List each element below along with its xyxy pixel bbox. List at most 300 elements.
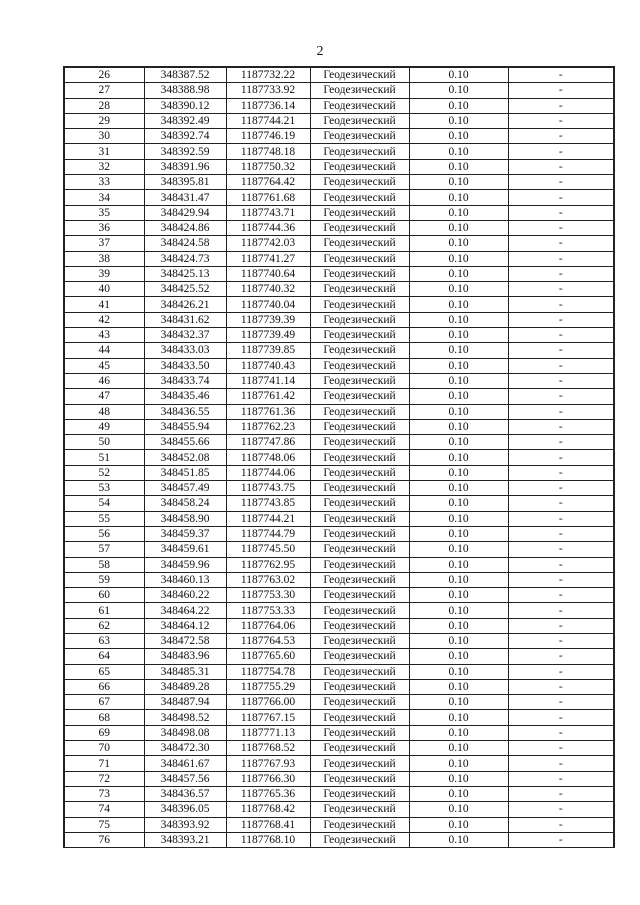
note-cell: -: [508, 144, 614, 159]
point-number-cell: 57: [64, 542, 144, 557]
x-coordinate-cell: 348472.30: [144, 741, 226, 756]
point-number-cell: 27: [64, 83, 144, 98]
method-cell: Геодезический: [310, 802, 409, 817]
point-number-cell: 41: [64, 297, 144, 312]
note-cell: -: [508, 328, 614, 343]
note-cell: -: [508, 557, 614, 572]
accuracy-cell: 0.10: [409, 588, 508, 603]
y-coordinate-cell: 1187753.33: [226, 603, 310, 618]
y-coordinate-cell: 1187746.19: [226, 129, 310, 144]
y-coordinate-cell: 1187754.78: [226, 664, 310, 679]
y-coordinate-cell: 1187762.95: [226, 557, 310, 572]
accuracy-cell: 0.10: [409, 679, 508, 694]
table-row: [64, 297, 614, 312]
x-coordinate-cell: 348431.62: [144, 312, 226, 327]
table-row: [64, 771, 614, 786]
table-row: [64, 389, 614, 404]
x-coordinate-cell: 348485.31: [144, 664, 226, 679]
method-cell: Геодезический: [310, 328, 409, 343]
accuracy-cell: 0.10: [409, 526, 508, 541]
table-row: [64, 205, 614, 220]
point-number-cell: 74: [64, 802, 144, 817]
x-coordinate-cell: 348433.50: [144, 358, 226, 373]
x-coordinate-cell: 348464.22: [144, 603, 226, 618]
accuracy-cell: 0.10: [409, 251, 508, 266]
table-row: [64, 649, 614, 664]
point-number-cell: 31: [64, 144, 144, 159]
note-cell: -: [508, 679, 614, 694]
point-number-cell: 71: [64, 756, 144, 771]
point-number-cell: 32: [64, 159, 144, 174]
y-coordinate-cell: 1187739.85: [226, 343, 310, 358]
table-row: [64, 725, 614, 740]
note-cell: -: [508, 832, 614, 847]
y-coordinate-cell: 1187771.13: [226, 725, 310, 740]
note-cell: -: [508, 83, 614, 98]
note-cell: -: [508, 358, 614, 373]
x-coordinate-cell: 348489.28: [144, 679, 226, 694]
y-coordinate-cell: 1187741.14: [226, 373, 310, 388]
table-row: [64, 450, 614, 465]
y-coordinate-cell: 1187732.22: [226, 67, 310, 83]
point-number-cell: 48: [64, 404, 144, 419]
x-coordinate-cell: 348424.58: [144, 236, 226, 251]
accuracy-cell: 0.10: [409, 817, 508, 832]
accuracy-cell: 0.10: [409, 67, 508, 83]
method-cell: Геодезический: [310, 389, 409, 404]
y-coordinate-cell: 1187768.42: [226, 802, 310, 817]
note-cell: -: [508, 695, 614, 710]
point-number-cell: 59: [64, 572, 144, 587]
note-cell: -: [508, 771, 614, 786]
note-cell: -: [508, 419, 614, 434]
method-cell: Геодезический: [310, 450, 409, 465]
accuracy-cell: 0.10: [409, 282, 508, 297]
accuracy-cell: 0.10: [409, 220, 508, 235]
method-cell: Геодезический: [310, 526, 409, 541]
y-coordinate-cell: 1187768.41: [226, 817, 310, 832]
point-number-cell: 56: [64, 526, 144, 541]
y-coordinate-cell: 1187768.10: [226, 832, 310, 847]
y-coordinate-cell: 1187767.93: [226, 756, 310, 771]
method-cell: Геодезический: [310, 220, 409, 235]
table-row: [64, 129, 614, 144]
table-row: [64, 236, 614, 251]
method-cell: Геодезический: [310, 282, 409, 297]
method-cell: Геодезический: [310, 572, 409, 587]
point-number-cell: 51: [64, 450, 144, 465]
x-coordinate-cell: 348424.86: [144, 220, 226, 235]
method-cell: Геодезический: [310, 496, 409, 511]
y-coordinate-cell: 1187745.50: [226, 542, 310, 557]
method-cell: Геодезический: [310, 557, 409, 572]
point-number-cell: 66: [64, 679, 144, 694]
x-coordinate-cell: 348457.49: [144, 481, 226, 496]
y-coordinate-cell: 1187740.32: [226, 282, 310, 297]
note-cell: -: [508, 741, 614, 756]
table-row: [64, 419, 614, 434]
note-cell: -: [508, 159, 614, 174]
point-number-cell: 38: [64, 251, 144, 266]
point-number-cell: 36: [64, 220, 144, 235]
method-cell: Геодезический: [310, 588, 409, 603]
x-coordinate-cell: 348425.13: [144, 266, 226, 281]
note-cell: -: [508, 526, 614, 541]
x-coordinate-cell: 348433.03: [144, 343, 226, 358]
accuracy-cell: 0.10: [409, 190, 508, 205]
accuracy-cell: 0.10: [409, 419, 508, 434]
accuracy-cell: 0.10: [409, 358, 508, 373]
y-coordinate-cell: 1187742.03: [226, 236, 310, 251]
method-cell: Геодезический: [310, 786, 409, 801]
y-coordinate-cell: 1187768.52: [226, 741, 310, 756]
accuracy-cell: 0.10: [409, 83, 508, 98]
table-row: [64, 511, 614, 526]
point-number-cell: 60: [64, 588, 144, 603]
y-coordinate-cell: 1187748.18: [226, 144, 310, 159]
accuracy-cell: 0.10: [409, 373, 508, 388]
note-cell: -: [508, 496, 614, 511]
y-coordinate-cell: 1187755.29: [226, 679, 310, 694]
y-coordinate-cell: 1187761.42: [226, 389, 310, 404]
accuracy-cell: 0.10: [409, 236, 508, 251]
accuracy-cell: 0.10: [409, 312, 508, 327]
table-row: [64, 67, 614, 83]
x-coordinate-cell: 348392.74: [144, 129, 226, 144]
point-number-cell: 43: [64, 328, 144, 343]
point-number-cell: 52: [64, 465, 144, 480]
table-row: [64, 113, 614, 128]
note-cell: -: [508, 282, 614, 297]
y-coordinate-cell: 1187767.15: [226, 710, 310, 725]
coordinates-table-body: [64, 67, 614, 848]
point-number-cell: 75: [64, 817, 144, 832]
note-cell: -: [508, 175, 614, 190]
note-cell: -: [508, 220, 614, 235]
note-cell: -: [508, 618, 614, 633]
y-coordinate-cell: 1187761.68: [226, 190, 310, 205]
table-row: [64, 175, 614, 190]
accuracy-cell: 0.10: [409, 450, 508, 465]
y-coordinate-cell: 1187744.21: [226, 113, 310, 128]
table-row: [64, 756, 614, 771]
note-cell: -: [508, 710, 614, 725]
point-number-cell: 45: [64, 358, 144, 373]
y-coordinate-cell: 1187765.36: [226, 786, 310, 801]
note-cell: -: [508, 98, 614, 113]
accuracy-cell: 0.10: [409, 557, 508, 572]
x-coordinate-cell: 348483.96: [144, 649, 226, 664]
table-row: [64, 542, 614, 557]
note-cell: -: [508, 802, 614, 817]
method-cell: Геодезический: [310, 312, 409, 327]
method-cell: Геодезический: [310, 817, 409, 832]
method-cell: Геодезический: [310, 741, 409, 756]
accuracy-cell: 0.10: [409, 695, 508, 710]
note-cell: -: [508, 389, 614, 404]
x-coordinate-cell: 348431.47: [144, 190, 226, 205]
note-cell: -: [508, 251, 614, 266]
y-coordinate-cell: 1187744.21: [226, 511, 310, 526]
page-number: 2: [316, 44, 324, 59]
method-cell: Геодезический: [310, 404, 409, 419]
y-coordinate-cell: 1187764.53: [226, 633, 310, 648]
x-coordinate-cell: 348436.57: [144, 786, 226, 801]
x-coordinate-cell: 348458.90: [144, 511, 226, 526]
x-coordinate-cell: 348388.98: [144, 83, 226, 98]
method-cell: Геодезический: [310, 695, 409, 710]
accuracy-cell: 0.10: [409, 481, 508, 496]
x-coordinate-cell: 348396.05: [144, 802, 226, 817]
method-cell: Геодезический: [310, 251, 409, 266]
x-coordinate-cell: 348460.13: [144, 572, 226, 587]
point-number-cell: 33: [64, 175, 144, 190]
table-row: [64, 328, 614, 343]
note-cell: -: [508, 633, 614, 648]
accuracy-cell: 0.10: [409, 328, 508, 343]
y-coordinate-cell: 1187743.75: [226, 481, 310, 496]
note-cell: -: [508, 373, 614, 388]
table-row: [64, 373, 614, 388]
accuracy-cell: 0.10: [409, 741, 508, 756]
x-coordinate-cell: 348390.12: [144, 98, 226, 113]
y-coordinate-cell: 1187748.06: [226, 450, 310, 465]
table-row: [64, 481, 614, 496]
method-cell: Геодезический: [310, 481, 409, 496]
accuracy-cell: 0.10: [409, 511, 508, 526]
point-number-cell: 50: [64, 435, 144, 450]
x-coordinate-cell: 348498.52: [144, 710, 226, 725]
point-number-cell: 76: [64, 832, 144, 847]
note-cell: -: [508, 756, 614, 771]
point-number-cell: 64: [64, 649, 144, 664]
table-row: [64, 465, 614, 480]
x-coordinate-cell: 348387.52: [144, 67, 226, 83]
note-cell: -: [508, 266, 614, 281]
accuracy-cell: 0.10: [409, 389, 508, 404]
x-coordinate-cell: 348455.66: [144, 435, 226, 450]
table-row: [64, 786, 614, 801]
accuracy-cell: 0.10: [409, 205, 508, 220]
note-cell: -: [508, 465, 614, 480]
table-row: [64, 832, 614, 847]
table-row: [64, 312, 614, 327]
x-coordinate-cell: 348436.55: [144, 404, 226, 419]
y-coordinate-cell: 1187766.30: [226, 771, 310, 786]
method-cell: Геодезический: [310, 144, 409, 159]
y-coordinate-cell: 1187747.86: [226, 435, 310, 450]
method-cell: Геодезический: [310, 679, 409, 694]
table-row: [64, 572, 614, 587]
method-cell: Геодезический: [310, 435, 409, 450]
table-row: [64, 588, 614, 603]
method-cell: Геодезический: [310, 113, 409, 128]
accuracy-cell: 0.10: [409, 129, 508, 144]
table-row: [64, 710, 614, 725]
note-cell: -: [508, 404, 614, 419]
x-coordinate-cell: 348464.12: [144, 618, 226, 633]
point-number-cell: 69: [64, 725, 144, 740]
x-coordinate-cell: 348455.94: [144, 419, 226, 434]
table-row: [64, 817, 614, 832]
point-number-cell: 63: [64, 633, 144, 648]
x-coordinate-cell: 348429.94: [144, 205, 226, 220]
point-number-cell: 35: [64, 205, 144, 220]
note-cell: -: [508, 435, 614, 450]
y-coordinate-cell: 1187740.43: [226, 358, 310, 373]
method-cell: Геодезический: [310, 98, 409, 113]
accuracy-cell: 0.10: [409, 404, 508, 419]
point-number-cell: 65: [64, 664, 144, 679]
method-cell: Геодезический: [310, 542, 409, 557]
accuracy-cell: 0.10: [409, 465, 508, 480]
method-cell: Геодезический: [310, 67, 409, 83]
note-cell: -: [508, 450, 614, 465]
table-row: [64, 435, 614, 450]
point-number-cell: 54: [64, 496, 144, 511]
point-number-cell: 55: [64, 511, 144, 526]
table-row: [64, 496, 614, 511]
method-cell: Геодезический: [310, 205, 409, 220]
note-cell: -: [508, 572, 614, 587]
x-coordinate-cell: 348432.37: [144, 328, 226, 343]
point-number-cell: 37: [64, 236, 144, 251]
accuracy-cell: 0.10: [409, 144, 508, 159]
note-cell: -: [508, 817, 614, 832]
accuracy-cell: 0.10: [409, 266, 508, 281]
point-number-cell: 44: [64, 343, 144, 358]
table-row: [64, 695, 614, 710]
point-number-cell: 73: [64, 786, 144, 801]
y-coordinate-cell: 1187743.85: [226, 496, 310, 511]
table-row: [64, 83, 614, 98]
x-coordinate-cell: 348392.49: [144, 113, 226, 128]
method-cell: Геодезический: [310, 603, 409, 618]
accuracy-cell: 0.10: [409, 618, 508, 633]
y-coordinate-cell: 1187739.49: [226, 328, 310, 343]
y-coordinate-cell: 1187740.64: [226, 266, 310, 281]
y-coordinate-cell: 1187744.36: [226, 220, 310, 235]
point-number-cell: 40: [64, 282, 144, 297]
accuracy-cell: 0.10: [409, 802, 508, 817]
y-coordinate-cell: 1187743.71: [226, 205, 310, 220]
x-coordinate-cell: 348487.94: [144, 695, 226, 710]
method-cell: Геодезический: [310, 511, 409, 526]
method-cell: Геодезический: [310, 618, 409, 633]
x-coordinate-cell: 348459.61: [144, 542, 226, 557]
method-cell: Геодезический: [310, 771, 409, 786]
point-number-cell: 58: [64, 557, 144, 572]
x-coordinate-cell: 348460.22: [144, 588, 226, 603]
method-cell: Геодезический: [310, 664, 409, 679]
note-cell: -: [508, 588, 614, 603]
point-number-cell: 30: [64, 129, 144, 144]
point-number-cell: 47: [64, 389, 144, 404]
y-coordinate-cell: 1187736.14: [226, 98, 310, 113]
method-cell: Геодезический: [310, 83, 409, 98]
y-coordinate-cell: 1187763.02: [226, 572, 310, 587]
y-coordinate-cell: 1187753.30: [226, 588, 310, 603]
accuracy-cell: 0.10: [409, 435, 508, 450]
accuracy-cell: 0.10: [409, 159, 508, 174]
point-number-cell: 39: [64, 266, 144, 281]
point-number-cell: 68: [64, 710, 144, 725]
y-coordinate-cell: 1187762.23: [226, 419, 310, 434]
y-coordinate-cell: 1187744.06: [226, 465, 310, 480]
table-row: [64, 526, 614, 541]
accuracy-cell: 0.10: [409, 633, 508, 648]
point-number-cell: 46: [64, 373, 144, 388]
point-number-cell: 61: [64, 603, 144, 618]
method-cell: Геодезический: [310, 266, 409, 281]
point-number-cell: 42: [64, 312, 144, 327]
x-coordinate-cell: 348391.96: [144, 159, 226, 174]
accuracy-cell: 0.10: [409, 786, 508, 801]
table-row: [64, 679, 614, 694]
accuracy-cell: 0.10: [409, 175, 508, 190]
method-cell: Геодезический: [310, 725, 409, 740]
point-number-cell: 62: [64, 618, 144, 633]
note-cell: -: [508, 786, 614, 801]
accuracy-cell: 0.10: [409, 832, 508, 847]
note-cell: -: [508, 481, 614, 496]
point-number-cell: 72: [64, 771, 144, 786]
note-cell: -: [508, 542, 614, 557]
x-coordinate-cell: 348459.37: [144, 526, 226, 541]
y-coordinate-cell: 1187764.42: [226, 175, 310, 190]
note-cell: -: [508, 343, 614, 358]
table-row: [64, 282, 614, 297]
x-coordinate-cell: 348472.58: [144, 633, 226, 648]
table-row: [64, 159, 614, 174]
x-coordinate-cell: 348452.08: [144, 450, 226, 465]
table-row: [64, 190, 614, 205]
table-row: [64, 557, 614, 572]
y-coordinate-cell: 1187764.06: [226, 618, 310, 633]
table-row: [64, 358, 614, 373]
table-row: [64, 144, 614, 159]
method-cell: Геодезический: [310, 756, 409, 771]
method-cell: Геодезический: [310, 129, 409, 144]
note-cell: -: [508, 649, 614, 664]
x-coordinate-cell: 348461.67: [144, 756, 226, 771]
y-coordinate-cell: 1187761.36: [226, 404, 310, 419]
y-coordinate-cell: 1187750.32: [226, 159, 310, 174]
y-coordinate-cell: 1187740.04: [226, 297, 310, 312]
method-cell: Геодезический: [310, 832, 409, 847]
point-number-cell: 49: [64, 419, 144, 434]
accuracy-cell: 0.10: [409, 572, 508, 587]
method-cell: Геодезический: [310, 649, 409, 664]
method-cell: Геодезический: [310, 465, 409, 480]
table-row: [64, 633, 614, 648]
method-cell: Геодезический: [310, 297, 409, 312]
note-cell: -: [508, 236, 614, 251]
x-coordinate-cell: 348424.73: [144, 251, 226, 266]
point-number-cell: 28: [64, 98, 144, 113]
x-coordinate-cell: 348392.59: [144, 144, 226, 159]
accuracy-cell: 0.10: [409, 297, 508, 312]
table-row: [64, 343, 614, 358]
table-row: [64, 251, 614, 266]
coordinates-table: [63, 66, 615, 848]
x-coordinate-cell: 348425.52: [144, 282, 226, 297]
note-cell: -: [508, 603, 614, 618]
table-row: [64, 404, 614, 419]
x-coordinate-cell: 348393.92: [144, 817, 226, 832]
method-cell: Геодезический: [310, 710, 409, 725]
x-coordinate-cell: 348393.21: [144, 832, 226, 847]
